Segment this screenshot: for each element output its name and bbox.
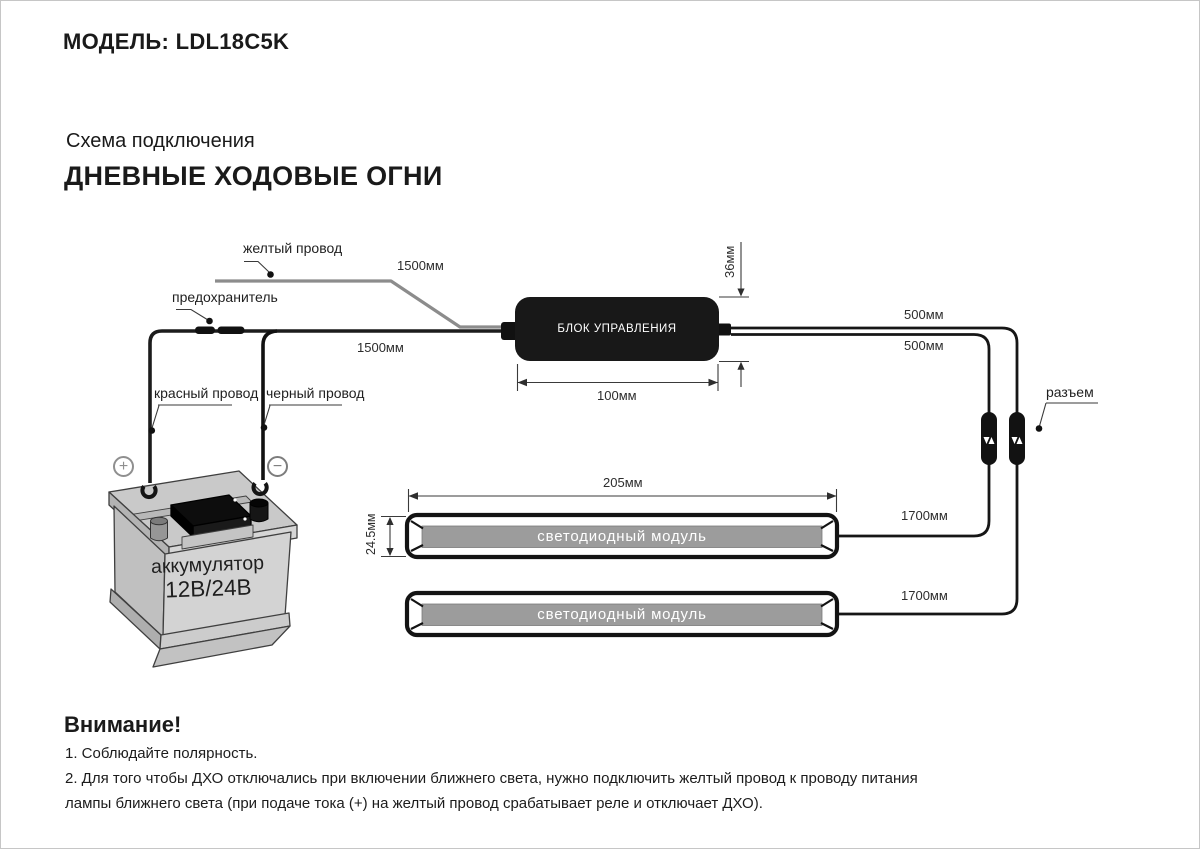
dim-unit-width: 100мм xyxy=(597,388,637,403)
dim-output-wire-bottom: 500мм xyxy=(904,338,944,353)
label-black-wire: черный провод xyxy=(266,385,365,401)
page-title: ДНЕВНЫЕ ХОДОВЫЕ ОГНИ xyxy=(64,161,443,191)
dim-module-height: 24.5мм xyxy=(364,513,378,555)
dim-module-length: 205мм xyxy=(603,475,643,490)
warning-item-2-line1: 2. Для того чтобы ДХО отключались при включении ближнего света, нужно подключить желтый провод к проводу питания xyxy=(65,770,918,787)
label-yellow-wire: желтый провод xyxy=(243,240,343,256)
led-module-1-label: светодиодный модуль xyxy=(537,527,707,545)
warning-item-2-line2: лампы ближнего света (при подаче тока (+) на желтый провод срабатывает реле и отключает ДХО). xyxy=(65,795,763,812)
battery-label xyxy=(128,552,288,604)
dim-output-wire-top: 500мм xyxy=(904,307,944,322)
dim-yellow-wire-length: 1500мм xyxy=(397,258,444,273)
label-red-wire: красный провод xyxy=(154,385,259,401)
led-module-2-label: светодиодный модуль xyxy=(537,605,707,623)
dim-module1-wire: 1700мм xyxy=(901,508,948,523)
dim-unit-height: 36мм xyxy=(722,245,737,278)
fuse-symbol xyxy=(195,327,245,335)
red-wire-line xyxy=(150,331,507,483)
label-fuse: предохранитель xyxy=(172,289,278,305)
dim-module2-wire: 1700мм xyxy=(901,588,948,603)
output-wire-bottom xyxy=(731,335,989,537)
control-unit-label: БЛОК УПРАВЛЕНИЯ xyxy=(557,323,677,335)
warning-heading: Внимание! xyxy=(64,712,182,737)
battery-label-line1: аккумулятор xyxy=(150,552,265,578)
battery-plus-symbol: + xyxy=(113,456,134,477)
battery-label-line2: 12В/24В xyxy=(164,574,252,603)
label-connector: разъем xyxy=(1046,384,1094,400)
dim-main-wire-length: 1500мм xyxy=(357,340,404,355)
connector-capsules xyxy=(981,412,1025,465)
warning-item-1: 1. Соблюдайте полярность. xyxy=(65,745,258,762)
output-wire-top xyxy=(731,328,1017,614)
battery-minus-symbol: − xyxy=(267,456,288,477)
model-title: МОДЕЛЬ: LDL18C5K xyxy=(63,29,290,54)
diagram-subtitle: Схема подключения xyxy=(66,130,255,152)
